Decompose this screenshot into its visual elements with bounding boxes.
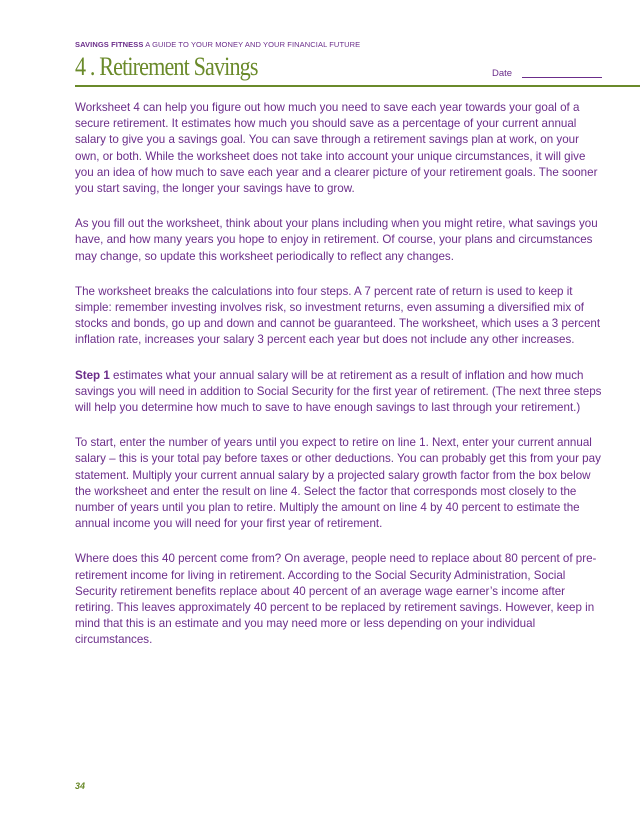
step-1-label: Step 1	[75, 368, 110, 382]
running-header	[75, 40, 360, 49]
title-row	[75, 52, 602, 86]
date-label: Date	[492, 68, 513, 79]
page-number: 34	[75, 781, 86, 791]
paragraph-instructions: To start, enter the number of years until you expect to retire on line 1. Next, enter your current annual salary – this is your total pay before taxes or other deductions. You can probably get this from your pay statement. Multiply your current annual salary by a projected salary growth factor from the box below the worksheet and enter the result on line 4. Select the factor that corresponds most closely to the number of years until you plan to retire. Multiply the amount on line 4 by 40 percent to estimate the annual income you will need for your first year of retirement.	[75, 436, 601, 531]
title-divider	[75, 85, 640, 87]
header-subtitle: A GUIDE TO YOUR MONEY AND YOUR FINANCIAL FUTURE	[145, 40, 361, 49]
paragraph-steps: The worksheet breaks the calculations into four steps. A 7 percent rate of return is used to keep it simple: remember investing involves risk, so investment returns, even assuming a diversified mix of stocks and bonds, go up and down and cannot be guaranteed. The worksheet, which uses a 3 percent inflation rate, increases your salary 3 percent each year but does not include any other increases.	[75, 284, 601, 347]
header-brand: SAVINGS FITNESS	[75, 40, 144, 49]
step-1-text: estimates what your annual salary will be at retirement as a result of inflation and how much savings you will need in addition to Social Security for the first year of retirement. (The next three steps will help you determine how much to save to have enough savings to last through your retirement.)	[75, 368, 602, 415]
paragraph-plans: As you fill out the worksheet, think about your plans including when you might retire, what savings you have, and how many years you hope to enjoy in retirement. Of course, your plans and circumstances may change, so update this worksheet periodically to reflect any changes.	[75, 217, 598, 263]
body-text	[75, 100, 603, 668]
paragraph-forty-percent: Where does this 40 percent come from? On average, people need to replace about 80 percent of pre-retirement income for living in retirement. According to the Social Security Administration, Social Security retirement benefits replace about 40 percent of an average wage earner’s income after retiring. This leaves approximately 40 percent to be replaced by retirement savings. However, keep in mind that this is an estimate and you may need more or less depending on your individual circumstances.	[75, 552, 597, 647]
paragraph-intro: Worksheet 4 can help you figure out how much you need to save each year towards your goal of a secure retirement. It estimates how much you should save as a percentage of your current annual salary to give you a savings goal. You can save through a retirement savings plan at work, on your own, or both. While the worksheet does not take into account your unique circumstances, it will give you an idea of how much to save each year and a clearer picture of your retirement goals. The sooner you start saving, the longer your savings have to grow.	[75, 101, 598, 196]
paragraph-step-1	[75, 368, 603, 417]
date-field[interactable]	[522, 77, 602, 78]
page-title: 4 . Retirement Savings	[75, 52, 258, 81]
